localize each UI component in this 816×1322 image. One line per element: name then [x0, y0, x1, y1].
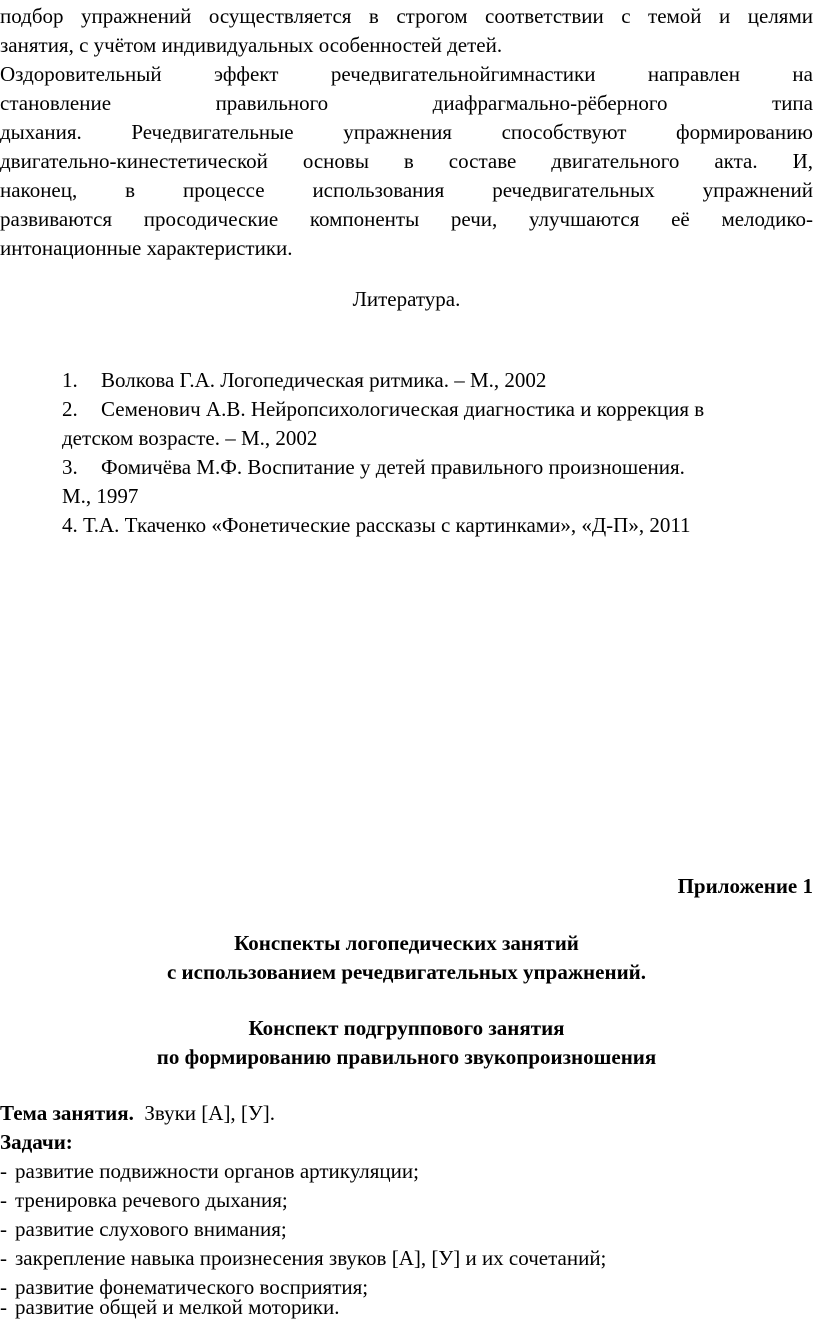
topic-label: Тема занятия. [0, 1101, 134, 1125]
literature-item-continuation: детском возрасте. – М., 2002 [62, 426, 318, 450]
literature-item-number: 1. [62, 368, 78, 392]
literature-item-text: Семенович А.В. Нейропсихологическая диагностика и коррекция в [101, 397, 705, 421]
paragraph-line: дыхания. Речедвигательные упражнения способствуют формированию [0, 120, 813, 144]
task-item [0, 1186, 288, 1215]
lesson-topic [0, 1099, 275, 1128]
task-text: развитие подвижности органов артикуляции; [15, 1159, 419, 1183]
paragraph-line: развиваются просодические компоненты речи, улучшаются её мелодико- [0, 207, 813, 231]
literature-item [62, 366, 546, 395]
task-item [0, 1157, 419, 1186]
task-dash: - [0, 1246, 7, 1270]
appendix-title-line: с использованием речедвигательных упражнений. [166, 960, 647, 984]
paragraph-line: становление правильного диафрагмально-рёберного типа [0, 91, 813, 115]
task-item [0, 1215, 287, 1244]
task-text: тренировка речевого дыхания; [15, 1188, 288, 1212]
task-text: развитие слухового внимания; [15, 1217, 287, 1241]
paragraph-line: Оздоровительный эффект речедвигательнойгимнастики направлен на [0, 62, 813, 86]
task-dash: - [0, 1217, 7, 1241]
literature-item-number: 3. [62, 455, 78, 479]
lesson-title-line: по формированию правильного звукопроизношения [156, 1045, 657, 1069]
literature-item [62, 453, 685, 482]
task-dash: - [0, 1159, 7, 1183]
literature-item [62, 395, 704, 424]
task-text: развитие общей и мелкой моторики. [15, 1295, 340, 1319]
task-dash: - [0, 1188, 7, 1212]
paragraph-line: двигательно-кинестетической основы в составе двигательного акта. И, [0, 149, 813, 173]
task-text: развитие фонематического восприятия; [15, 1275, 369, 1299]
literature-item-text: Фомичёва М.Ф. Воспитание у детей правильного произношения. [101, 455, 685, 479]
appendix-label: Приложение 1 [677, 874, 813, 898]
paragraph-line: интонационные характеристики. [0, 236, 293, 260]
literature-item: 4. Т.А. Ткаченко «Фонетические рассказы с картинками», «Д-П», 2011 [62, 513, 691, 537]
paragraph-line: подбор упражнений осуществляется в строгом соответствии с темой и целями [0, 4, 813, 28]
paragraph-line: наконец, в процессе использования речедвигательных упражнений [0, 178, 813, 202]
task-text: закрепление навыка произнесения звуков [А], [У] и их сочетаний; [15, 1246, 607, 1270]
paragraph-line: занятия, с учётом индивидуальных особенностей детей. [0, 33, 503, 57]
appendix-title-line: Конспекты логопедических занятий [234, 931, 579, 955]
topic-value: Звуки [А], [У]. [133, 1101, 276, 1125]
literature-item-continuation: М., 1997 [62, 484, 139, 508]
task-dash: - [0, 1275, 7, 1299]
task-item [0, 1244, 606, 1273]
literature-item-text: Волкова Г.А. Логопедическая ритмика. – М., 2002 [101, 368, 547, 392]
literature-heading: Литература. [352, 287, 461, 311]
tasks-label: Задачи: [0, 1130, 73, 1154]
literature-item-number: 2. [62, 397, 78, 421]
task-dash: - [0, 1295, 7, 1319]
lesson-title-line: Конспект подгруппового занятия [248, 1016, 565, 1040]
task-item [0, 1293, 339, 1322]
